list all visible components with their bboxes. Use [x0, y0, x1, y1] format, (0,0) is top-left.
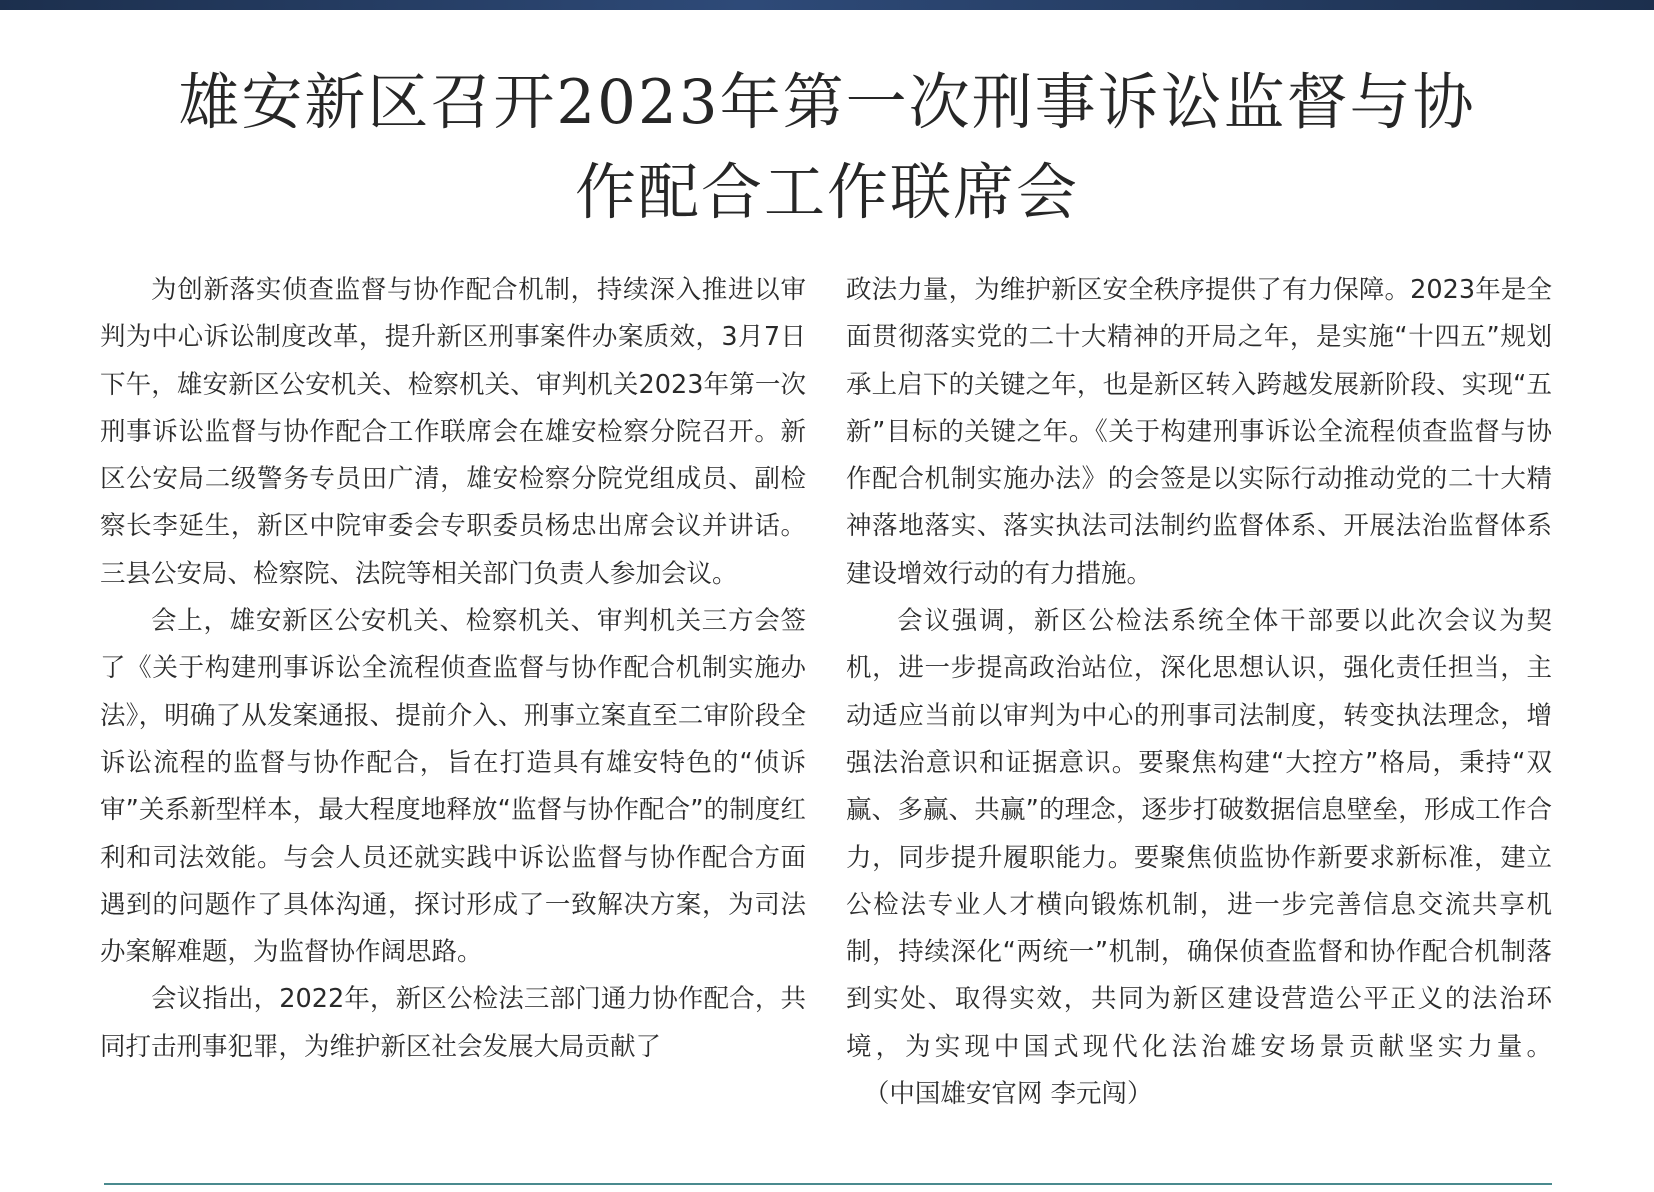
bottom-divider — [104, 1183, 1552, 1185]
paragraph-meeting-overview: 为创新落实侦查监督与协作配合机制，持续深入推进以审判为中心诉讼制度改革，提升新区刑事案件办案质效，3月7日下午，雄安新区公安机关、检察机关、审判机关2023年第一次刑事诉讼监督与协作配合工作联席会在雄安检察分院召开。新区公安局二级警务专员田广清，雄安检察分院党组成员、副检察长李延生，新区中院审委会专职委员杨忠出席会议并讲话。三县公安局、检察院、法院等相关部门负责人参加会议。 — [100, 275, 806, 589]
right-column — [846, 267, 1552, 1167]
article-title-line-2: 作配合工作联席会 — [574, 157, 1079, 228]
article-title-line-1: 雄安新区召开2023年第一次刑事诉讼监督与协 — [178, 67, 1476, 138]
paragraph-meeting-emphasis-text: 会议强调，新区公检法系统全体干部要以此次会议为契机，进一步提高政治站位，深化思想认识，强化责任担当，主动适应当前以审判为中心的刑事司法制度，转变执法理念，增强法治意识和证据意识。要聚焦构建“大控方”格局，秉持“双赢、多赢、共赢”的理念，逐步打破数据信息壁垒，形成工作合力，同步提升履职能力。要聚焦侦监协作新要求新标准，建立公检法专业人才横向锻炼机制，进一步完善信息交流共享机制，持续深化“两统一”机制，确保侦查监督和协作配合机制落到实处、取得实效，共同为新区建设营造公平正义的法治环境，为实现中国式现代化法治雄安场景贡献坚实力量。 — [846, 606, 1552, 1062]
article-body — [100, 267, 1552, 1167]
article-title — [90, 58, 1564, 238]
article-source: （中国雄安官网 李元闯） — [876, 1079, 1153, 1110]
left-column — [100, 267, 806, 1167]
top-decorative-band — [0, 0, 1654, 10]
paragraph-meeting-points: 会议指出，2022年，新区公检法三部门通力协作配合，共同打击刑事犯罪，为维护新区社会发展大局贡献了 — [100, 984, 806, 1062]
paragraph-cosigned-measures: 会上，雄安新区公安机关、检察机关、审判机关三方会签了《关于构建刑事诉讼全流程侦查监督与协作配合机制实施办法》，明确了从发案通报、提前介入、刑事立案直至二审阶段全诉讼流程的监督与协作配合，旨在打造具有雄安特色的“侦诉审”关系新型样本，最大程度地释放“监督与协作配合”的制度红利和司法效能。与会人员还就实践中诉讼监督与协作配合方面遇到的问题作了具体沟通，探讨形成了一致解决方案，为司法办案解难题，为监督协作阔思路。 — [100, 606, 806, 968]
paragraph-meeting-points-continued: 政法力量，为维护新区安全秩序提供了有力保障。2023年是全面贯彻落实党的二十大精神的开局之年，是实施“十四五”规划承上启下的关键之年，也是新区转入跨越发展新阶段、实现“五新”目标的关键之年。《关于构建刑事诉讼全流程侦查监督与协作配合机制实施办法》的会签是以实际行动推动党的二十大精神落地落实、落实执法司法制约监督体系、开展法治监督体系建设增效行动的有力措施。 — [846, 275, 1552, 589]
paragraph-meeting-emphasis — [846, 598, 1552, 1118]
